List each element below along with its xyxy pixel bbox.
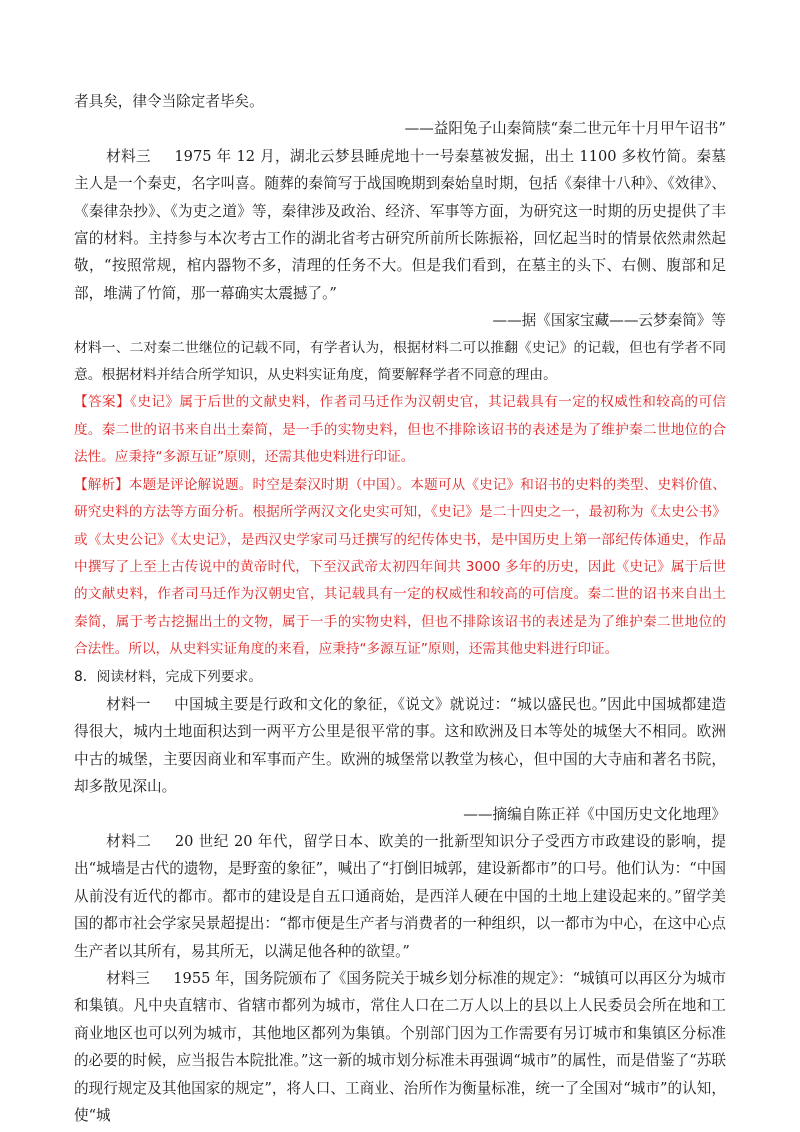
material-text: 20 世纪 20 年代，留学日本、欧美的一批新型知识分子受西方市政建设的影响，提出“城墙是古代的遗物，是野蛮的象征”，喊出了“打倒旧城郭，建设新都市”的口号。他们认为：“中国从前没有近代的都市。都市的建设是自五口通商始，是西洋人硬在中国的土地上建设起来的。”留学美国的都市社会学家吴景超提出：“都市便是生产者与消费者的一种组织，以一都市为中心，在这中心点生产者以其所有，易其所无，以满足他各种的欲望。”: [74, 832, 726, 960]
paragraph-continuation: 者具矣，律令当除定者毕矣。: [74, 93, 264, 110]
material-text: 1975 年 12 月，湖北云梦县睡虎地十一号秦墓被发掘，出土 1100 多枚竹简。秦墓主人是一个秦吏，名字叫喜。随葬的秦简写于战国晚期到秦始皇时期，包括《秦律十八种》、《效律》、《秦律杂抄》、《为吏之道》等，秦律涉及政治、经济、军事等方面，为研究这一时期的历史提供了丰富的材料。主持参与本次考古工作的湖北省考古研究所前所长陈振裕，回忆起当时的情景依然肃然起敬，“按照常规，棺内器物不多，清理的任务不大。但是我们看到，在墓主的头下、右侧、腹部和足部，堆满了竹简，那一幕确实太震撼了。”: [74, 147, 726, 302]
answer-text: 《史记》属于后世的文献史料，作者司马迁作为汉朝史官，其记载具有一定的权威性和较高的可信度。秦二世的诏书来自出土秦简，是一手的实物史料，但也不排除该诏书的表述是为了维护秦二世地位的合法性。应秉持“多源互证”原则，还需其他史料进行印证。: [74, 394, 726, 466]
question-text: 材料一、二对秦二世继位的记载不同，有学者认为，根据材料二可以推翻《史记》的记载，但也有学者不同意。根据材料并结合所学知识，从史料实证角度，简要解释学者不同意的理由。: [74, 339, 726, 384]
source-citation: ——益阳兔子山秦简牍“秦二世元年十月甲午诏书”: [404, 120, 726, 138]
material-label: 材料二: [106, 832, 152, 850]
source-citation: ——摘编自陈正祥《中国历史文化地理》: [463, 805, 726, 823]
analysis-text: 本题是评论解说题。时空是秦汉时期（中国）。本题可从《史记》和诏书的史料的类型、史料价值、研究史料的方法等方面分析。根据所学两汉文化史实可知，《史记》是二十四史之一，最初称为《太史公书》或《太史公记》《太史记》，是西汉史学家司马迁撰写的纪传体史书，是中国历史上第一部纪传体通史，作品中撰写了上至上古传说中的黄帝时代，下至汉武帝太初四年间共 3000 多年的历史，因此《史记》属于后世的文献史料，作者司马迁作为汉朝史官，其记载具有一定的权威性和较高的可信度。秦二世的诏书来自出土秦简，属于考古挖掘出土的文物，属于一手的实物史料，但也不排除该诏书的表述是为了维护秦二世地位的合法性。所以，从史料实证角度的来看，应秉持“多源互证”原则，还需其他史料进行印证。: [74, 476, 727, 658]
material-two-paragraph: [74, 828, 726, 965]
question-eight-heading: 8．阅读材料，完成下列要求。: [74, 668, 263, 685]
material-label: 材料三: [106, 147, 152, 165]
material-text: 1955 年，国务院颁布了《国务院关于城乡划分标准的规定》：“城镇可以再区分为城市和集镇。凡中央直辖市、省辖市都列为城市，常住人口在二万人以上的县以上人民委员会所在地和工商业地区也可以列为城市，其他地区都列为集镇。个别部门因为工作需要有另订城市和集镇区分标准的必要的时候，应当报告本院批准。”这一新的城市划分标准未再强调“城市”的属性，而是借鉴了“苏联的现行规定及其他国家的规定”，将人口、工商业、治所作为衡量标准，统一了全国对“城市”的认知，使“城: [74, 970, 726, 1125]
source-citation: ——据《国家宝藏——云梦秦简》等: [492, 312, 726, 330]
analysis-block: [74, 472, 726, 664]
material-three-paragraph: [74, 143, 726, 307]
material-text: 中国城主要是行政和文化的象征，《说文》就说过：“城以盛民也。”因此中国城都建造得很大，城内土地面积达到一两平方公里是很平常的事。这和欧洲及日本等处的城堡大不相同。欧洲中古的城堡，主要因商业和军事而产生。欧洲的城堡常以教堂为核心，但中国的大寺庙和著名书院，却多散见深山。: [74, 695, 726, 796]
material-label: 材料三: [106, 970, 150, 987]
document-page: [74, 88, 726, 1129]
analysis-tag: 【解析】: [74, 476, 129, 493]
material-three-b-paragraph: [74, 965, 726, 1129]
material-label: 材料一: [106, 695, 151, 713]
material-one-paragraph: [74, 691, 726, 801]
answer-tag: 【答案】: [74, 394, 131, 411]
answer-block: [74, 389, 726, 471]
